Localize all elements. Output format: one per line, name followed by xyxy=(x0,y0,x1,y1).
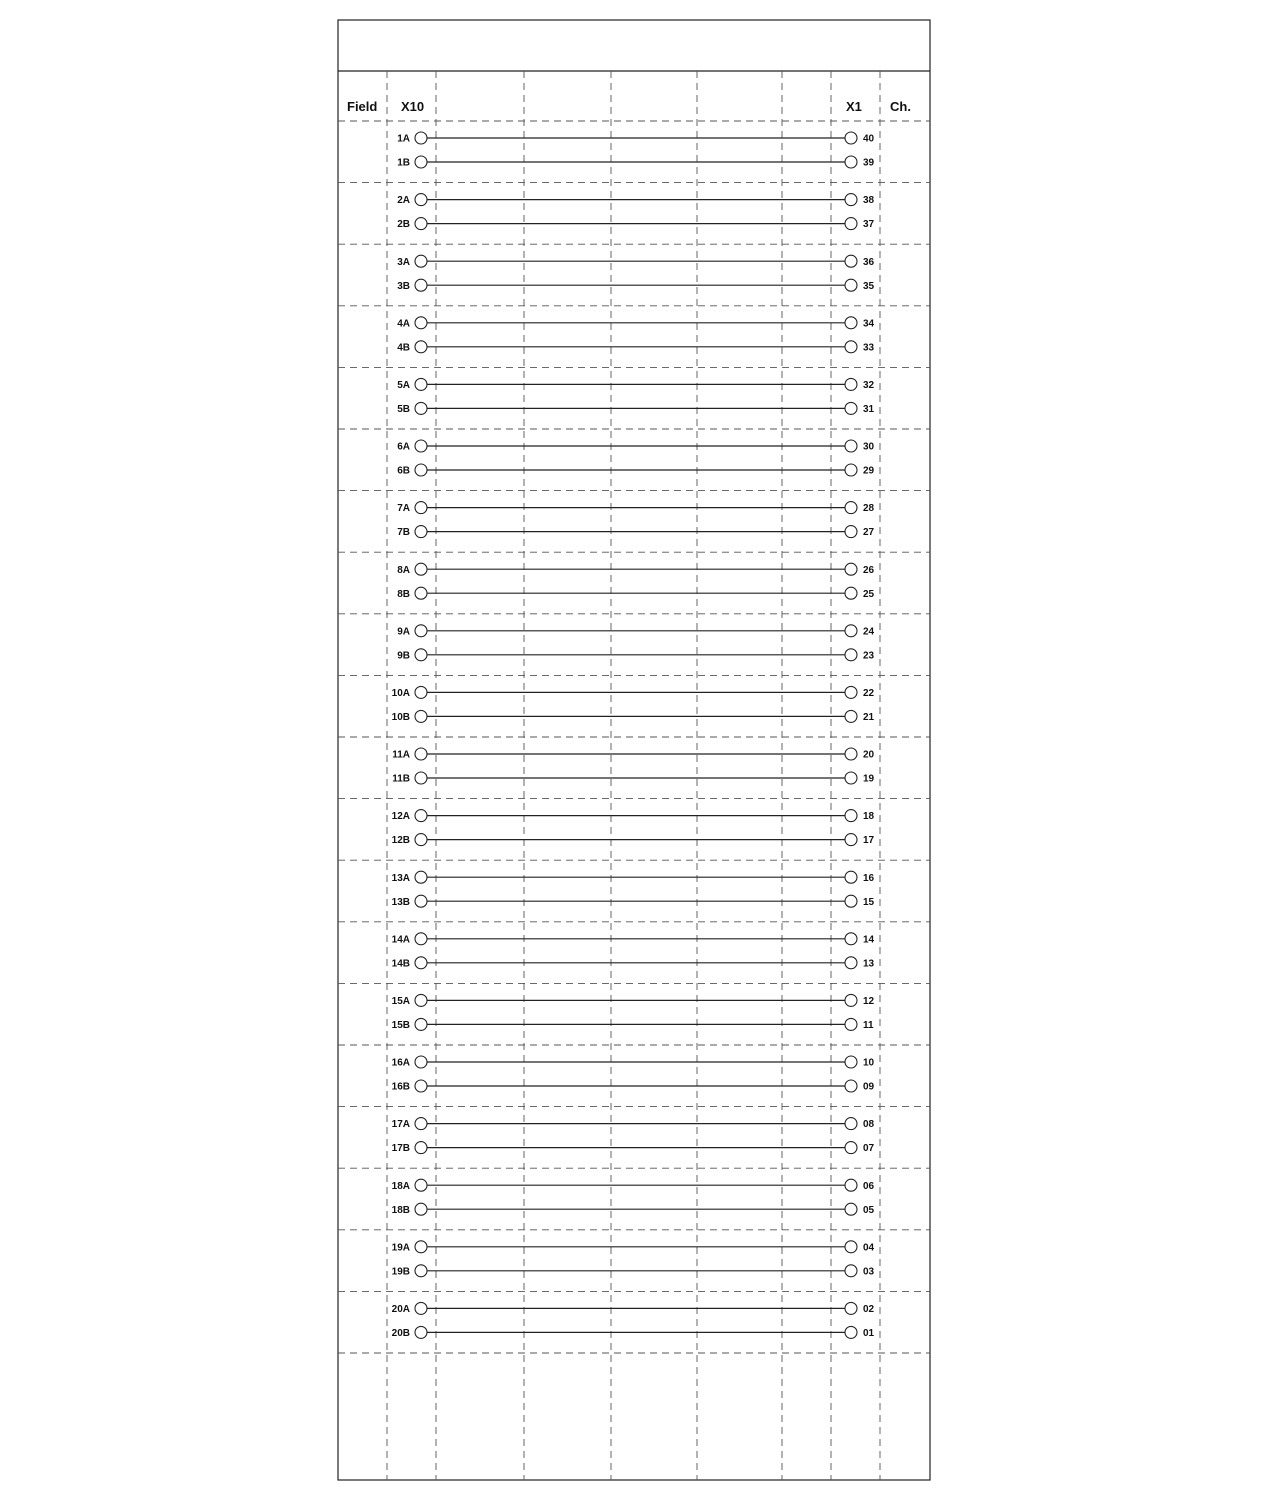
x1-terminal xyxy=(845,194,857,206)
x1-terminal xyxy=(845,1302,857,1314)
x1-pin-label: 37 xyxy=(863,219,875,231)
x10-terminal xyxy=(415,957,427,969)
x10-terminal xyxy=(415,1056,427,1068)
field-group xyxy=(397,563,874,600)
x1-pin-label: 21 xyxy=(863,712,875,723)
x1-terminal xyxy=(845,279,857,291)
connection-row xyxy=(397,255,874,268)
x10-pin-label: 15A xyxy=(391,996,410,1007)
x10-pin-label: 3A xyxy=(397,256,410,268)
connection-row xyxy=(397,317,874,330)
x1-terminal xyxy=(845,218,857,230)
x1-pin-label: 36 xyxy=(863,256,875,268)
x10-terminal xyxy=(415,1203,427,1215)
connection-row xyxy=(392,933,875,946)
connection-row xyxy=(392,710,875,723)
x10-pin-label: 1A xyxy=(397,133,410,145)
x1-terminal xyxy=(845,378,857,390)
x1-terminal xyxy=(845,587,857,599)
x1-terminal xyxy=(845,1241,857,1253)
x1-pin-label: 30 xyxy=(863,441,875,453)
x1-pin-label: 03 xyxy=(863,1266,875,1278)
connection-row xyxy=(392,895,875,908)
x1-pin-label: 15 xyxy=(863,896,875,908)
x1-terminal xyxy=(845,748,857,760)
x10-pin-label: 9A xyxy=(397,626,410,638)
header-x10: X10 xyxy=(401,99,425,114)
x10-pin-label: 4B xyxy=(397,342,410,354)
x10-pin-label: 12B xyxy=(391,835,410,847)
x10-pin-label: 16A xyxy=(391,1057,410,1069)
field-group xyxy=(392,871,875,908)
x10-pin-label: 10A xyxy=(391,688,410,699)
x1-terminal xyxy=(845,834,857,846)
field-group xyxy=(392,1056,875,1093)
connection-row xyxy=(392,1265,875,1278)
x1-terminal xyxy=(845,895,857,907)
field-group xyxy=(397,378,874,415)
connection-row xyxy=(397,440,874,453)
x10-terminal xyxy=(415,895,427,907)
x10-terminal xyxy=(415,871,427,883)
x1-pin-label: 20 xyxy=(863,749,875,761)
connection-row xyxy=(392,1203,875,1216)
x10-pin-label: 5A xyxy=(397,380,410,391)
x1-terminal xyxy=(845,1080,857,1092)
field-group xyxy=(392,1179,875,1216)
x10-terminal xyxy=(415,834,427,846)
x1-pin-label: 10 xyxy=(863,1057,875,1069)
x1-terminal xyxy=(845,526,857,538)
x10-pin-label: 4A xyxy=(397,318,410,330)
x1-pin-label: 18 xyxy=(863,811,875,823)
connection-row xyxy=(392,871,875,884)
x1-terminal xyxy=(845,871,857,883)
x1-terminal xyxy=(845,710,857,722)
x10-terminal xyxy=(415,587,427,599)
x1-terminal xyxy=(845,1118,857,1130)
x1-pin-label: 01 xyxy=(863,1328,875,1339)
x1-terminal xyxy=(845,156,857,168)
x1-pin-label: 31 xyxy=(863,404,875,415)
connection-row xyxy=(392,810,875,823)
x10-terminal xyxy=(415,156,427,168)
x1-pin-label: 40 xyxy=(863,133,875,145)
x1-terminal xyxy=(845,341,857,353)
x10-terminal xyxy=(415,279,427,291)
x10-pin-label: 2A xyxy=(397,195,410,207)
connection-row xyxy=(392,748,874,761)
x1-terminal xyxy=(845,957,857,969)
x10-terminal xyxy=(415,649,427,661)
connection-row xyxy=(397,625,874,638)
x1-pin-label: 34 xyxy=(863,318,875,330)
x10-pin-label: 13A xyxy=(391,872,410,884)
connection-row xyxy=(397,526,874,539)
x1-pin-label: 28 xyxy=(863,503,875,515)
x10-terminal xyxy=(415,1265,427,1277)
x10-terminal xyxy=(415,1241,427,1253)
x1-pin-label: 26 xyxy=(863,564,875,576)
x1-pin-label: 09 xyxy=(863,1081,875,1093)
x10-pin-label: 5B xyxy=(397,404,410,415)
x1-pin-label: 25 xyxy=(863,588,875,600)
field-group xyxy=(397,625,874,662)
x10-terminal xyxy=(415,1080,427,1092)
connection-row xyxy=(392,1018,874,1031)
connection-row xyxy=(392,957,875,970)
connection-row xyxy=(397,587,874,600)
header-channel: Ch. xyxy=(890,99,911,114)
field-group xyxy=(392,1302,875,1339)
connection-row xyxy=(397,649,874,662)
connection-row xyxy=(392,1080,875,1093)
x10-pin-label: 8A xyxy=(397,564,410,576)
connection-row xyxy=(392,1179,875,1192)
x1-terminal xyxy=(845,440,857,452)
connection-row xyxy=(392,686,875,699)
x10-pin-label: 11A xyxy=(392,749,410,761)
x1-pin-label: 05 xyxy=(863,1204,875,1216)
connection-row xyxy=(397,156,874,169)
x1-terminal xyxy=(845,502,857,514)
x1-pin-label: 11 xyxy=(863,1020,874,1031)
connection-row xyxy=(392,1056,875,1069)
x10-terminal xyxy=(415,772,427,784)
x1-pin-label: 08 xyxy=(863,1119,875,1131)
x10-pin-label: 3B xyxy=(397,280,410,292)
x10-terminal xyxy=(415,526,427,538)
x1-terminal xyxy=(845,1203,857,1215)
x10-pin-label: 2B xyxy=(397,219,410,231)
x10-terminal xyxy=(415,1326,427,1338)
connection-row xyxy=(397,341,874,354)
x10-terminal xyxy=(415,1302,427,1314)
x1-pin-label: 19 xyxy=(863,773,875,785)
x10-pin-label: 6B xyxy=(397,465,410,477)
x1-pin-label: 24 xyxy=(863,626,875,638)
x10-pin-label: 11B xyxy=(392,773,410,785)
x1-terminal xyxy=(845,464,857,476)
x1-terminal xyxy=(845,1142,857,1154)
x10-terminal xyxy=(415,218,427,230)
field-group xyxy=(392,994,875,1031)
connection-row xyxy=(397,279,874,292)
connection-row xyxy=(392,1241,875,1254)
x10-pin-label: 1B xyxy=(397,157,410,169)
x1-pin-label: 29 xyxy=(863,465,875,477)
x10-pin-label: 14B xyxy=(391,958,410,970)
x1-pin-label: 27 xyxy=(863,527,875,539)
x10-terminal xyxy=(415,748,427,760)
x10-pin-label: 20B xyxy=(391,1328,410,1339)
x1-terminal xyxy=(845,1018,857,1030)
x1-terminal xyxy=(845,1265,857,1277)
field-group xyxy=(392,748,874,785)
x10-pin-label: 16B xyxy=(391,1081,410,1093)
x1-terminal xyxy=(845,994,857,1006)
connection-row xyxy=(392,1142,875,1155)
x10-pin-label: 14A xyxy=(391,934,410,946)
x10-pin-label: 6A xyxy=(397,441,410,453)
x10-terminal xyxy=(415,255,427,267)
connection-row xyxy=(392,772,874,785)
x1-pin-label: 35 xyxy=(863,280,875,292)
x10-terminal xyxy=(415,686,427,698)
x10-pin-label: 17A xyxy=(391,1119,410,1131)
x10-terminal xyxy=(415,341,427,353)
x1-pin-label: 07 xyxy=(863,1143,875,1155)
field-group xyxy=(392,686,875,723)
x1-terminal xyxy=(845,402,857,414)
x10-pin-label: 13B xyxy=(391,896,410,908)
field-group xyxy=(392,1241,875,1278)
connection-row xyxy=(397,378,874,391)
x10-pin-label: 19A xyxy=(391,1242,410,1254)
x1-terminal xyxy=(845,1179,857,1191)
x1-terminal xyxy=(845,1056,857,1068)
x1-terminal xyxy=(845,563,857,575)
x10-terminal xyxy=(415,1018,427,1030)
field-group xyxy=(392,933,875,970)
connection-row xyxy=(392,1118,875,1131)
x10-pin-label: 19B xyxy=(391,1266,410,1278)
x1-pin-label: 22 xyxy=(863,688,875,699)
connection-row xyxy=(397,502,874,515)
x10-pin-label: 18A xyxy=(391,1180,410,1192)
x1-terminal xyxy=(845,686,857,698)
field-group xyxy=(397,317,874,354)
field-group xyxy=(392,810,875,847)
header-x1: X1 xyxy=(846,99,862,114)
x1-terminal xyxy=(845,649,857,661)
x1-pin-label: 13 xyxy=(863,958,875,970)
x10-pin-label: 7A xyxy=(397,503,410,515)
x10-pin-label: 8B xyxy=(397,588,410,600)
connection-row xyxy=(397,464,874,477)
x1-pin-label: 39 xyxy=(863,157,875,169)
connection-row xyxy=(397,402,874,415)
x1-pin-label: 23 xyxy=(863,650,875,662)
x1-pin-label: 32 xyxy=(863,380,875,391)
x1-terminal xyxy=(845,317,857,329)
x10-terminal xyxy=(415,464,427,476)
x10-terminal xyxy=(415,994,427,1006)
connection-row xyxy=(392,1302,875,1315)
x10-pin-label: 12A xyxy=(391,811,410,823)
x10-pin-label: 20A xyxy=(391,1304,410,1315)
connection-row xyxy=(392,834,875,847)
connection-row xyxy=(397,132,874,145)
x1-terminal xyxy=(845,1326,857,1338)
x1-pin-label: 06 xyxy=(863,1180,875,1192)
x10-terminal xyxy=(415,563,427,575)
x1-terminal xyxy=(845,772,857,784)
x1-terminal xyxy=(845,255,857,267)
x10-terminal xyxy=(415,1118,427,1130)
x10-pin-label: 18B xyxy=(391,1204,410,1216)
header-field: Field xyxy=(347,99,378,114)
x10-terminal xyxy=(415,933,427,945)
x1-pin-label: 16 xyxy=(863,872,875,884)
field-group xyxy=(397,440,874,477)
diagram-frame xyxy=(338,20,930,1480)
x1-pin-label: 04 xyxy=(863,1242,875,1254)
field-group xyxy=(397,132,874,169)
x1-pin-label: 17 xyxy=(863,835,875,847)
x10-terminal xyxy=(415,378,427,390)
x10-pin-label: 7B xyxy=(397,527,410,539)
field-group xyxy=(392,1118,875,1155)
x10-pin-label: 10B xyxy=(391,712,410,723)
x10-terminal xyxy=(415,194,427,206)
connection-row xyxy=(392,994,875,1007)
x1-terminal xyxy=(845,625,857,637)
x1-pin-label: 33 xyxy=(863,342,875,354)
x10-terminal xyxy=(415,402,427,414)
connection-rows xyxy=(392,132,875,1339)
x10-terminal xyxy=(415,502,427,514)
x10-terminal xyxy=(415,440,427,452)
field-group xyxy=(397,502,874,539)
x1-pin-label: 12 xyxy=(863,996,875,1007)
connection-row xyxy=(397,218,874,231)
field-group xyxy=(397,255,874,292)
x10-pin-label: 9B xyxy=(397,650,410,662)
x10-pin-label: 17B xyxy=(391,1143,410,1155)
x1-pin-label: 38 xyxy=(863,195,875,207)
x1-pin-label: 14 xyxy=(863,934,875,946)
x10-terminal xyxy=(415,1142,427,1154)
x1-pin-label: 02 xyxy=(863,1304,875,1315)
field-group xyxy=(397,194,874,231)
x10-terminal xyxy=(415,625,427,637)
x10-terminal xyxy=(415,810,427,822)
x10-terminal xyxy=(415,1179,427,1191)
x10-terminal xyxy=(415,710,427,722)
x1-terminal xyxy=(845,933,857,945)
connection-row xyxy=(397,563,874,576)
connection-row xyxy=(392,1326,875,1339)
x10-terminal xyxy=(415,132,427,144)
connection-row xyxy=(397,194,874,207)
x10-terminal xyxy=(415,317,427,329)
x1-terminal xyxy=(845,132,857,144)
x10-pin-label: 15B xyxy=(391,1020,410,1031)
x1-terminal xyxy=(845,810,857,822)
